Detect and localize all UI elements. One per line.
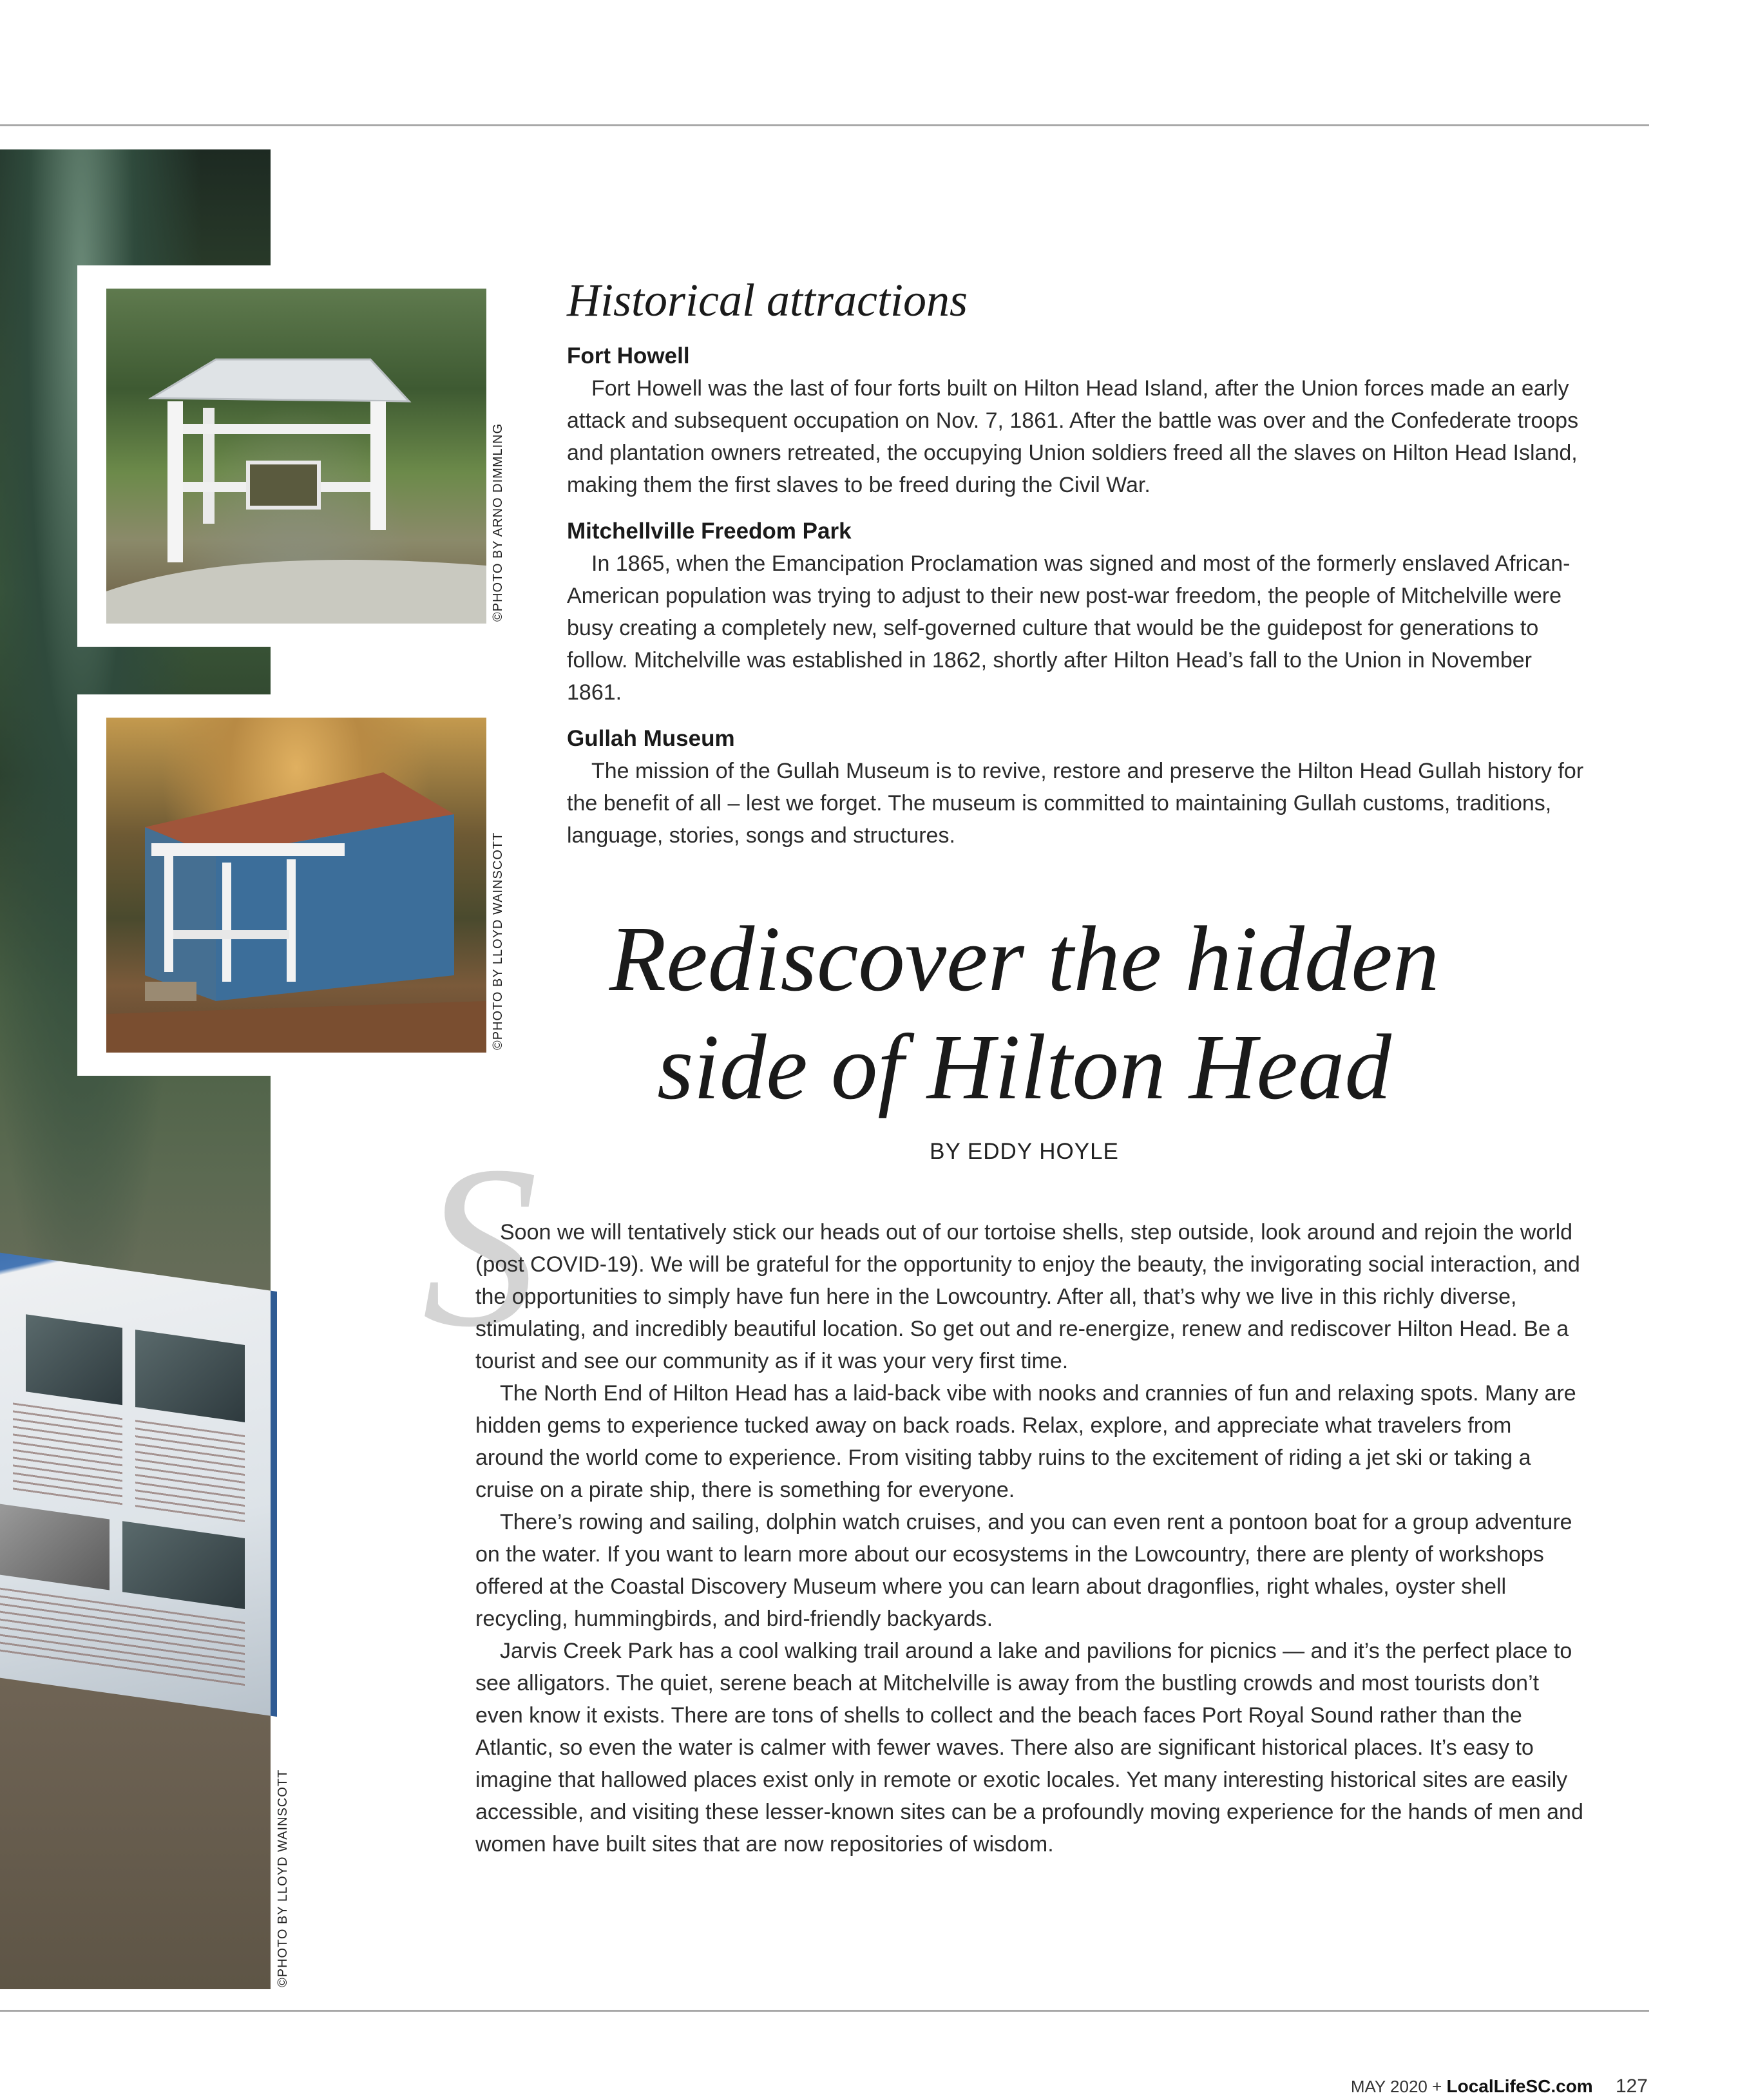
interpretive-sign-image: [0, 1249, 277, 1717]
byline: BY EDDY HOYLE: [930, 1139, 1119, 1164]
pavilion-illustration: [106, 289, 486, 624]
cabin-illustration: [106, 718, 486, 1053]
attraction-title: Fort Howell: [567, 343, 690, 368]
inset-photo-frame-2: [77, 694, 496, 1076]
body-paragraph: Soon we will tentatively stick our heads out of our tortoise shells, step outside, look around and rejoin the world (post COVID-19). We will be grateful for the opportunity to enjoy the beauty, the invigorating social interaction, and the opportunities to simply have fun here in the Lowcountry. After all, that’s why we live in this richly diverse, stimulating, and incredibly beautiful location. So get out and re-energize, renew and rediscover Hilton Head. Be a tourist and see our community as if it was your very first time.: [475, 1220, 1580, 1373]
inset-photo-frame-1: [77, 265, 496, 647]
footer-date: MAY 2020: [1350, 2077, 1428, 2096]
bottom-rule: [0, 2010, 1649, 2012]
page-footer: [1351, 2076, 1648, 2097]
body-paragraph: Jarvis Creek Park has a cool walking trail around a lake and pavilions for picnics — and it’s the perfect place to see alligators. The quiet, serene beach at Mitchelville is away from the bustling crowds and most tourists don’t even know it exists. There are tons of shells to collect and the beach faces Port Royal Sound rather than the Atlantic, so even the water is calmer with fewer waves. There also are significant historical places. It’s easy to imagine that hallowed places exist only in remote or exotic locales. Yet many interesting historical sites are easily accessible, and visiting these lesser-known sites can be a profoundly moving experience for the hands of men and women have built sites that are now repositories of wisdom.: [475, 1639, 1583, 1857]
attraction-item: [567, 340, 1585, 501]
fort-howell-pavilion-photo: [106, 289, 486, 624]
top-rule: [0, 124, 1649, 126]
article-body: [475, 1216, 1585, 1860]
attraction-title: Gullah Museum: [567, 726, 735, 751]
sign-text-block: [13, 1402, 122, 1508]
headline-line-2: side of Hilton Head: [657, 1016, 1391, 1119]
section-heading: Historical attractions: [567, 274, 968, 326]
photo-credit-strip: ©PHOTO BY LLOYD WAINSCOTT: [276, 1769, 290, 1987]
photo-credit-1: ©PHOTO BY ARNO DIMMLING: [491, 423, 505, 622]
article-headline: [567, 905, 1482, 1122]
sign-text-block: [135, 1420, 245, 1525]
sign-photo-egret: [26, 1314, 122, 1405]
attraction-body: In 1865, when the Emancipation Proclamation was signed and most of the formerly enslaved African-American population was trying to adjust to their new post-war freedom, the people of Mitchelville were busy creating a completely new, self-governed culture that would be the guidepost for generations to follow. Mitchelville was established in 1862, shortly after Hilton Head’s fall to the Union in November 1861.: [567, 551, 1571, 705]
photo-credit-2: ©PHOTO BY LLOYD WAINSCOTT: [491, 832, 505, 1050]
body-paragraph: There’s rowing and sailing, dolphin watch cruises, and you can even rent a pontoon boat for a group adventure on the water. If you want to learn more about our ecosystems in the Lowcountry, there are plenty of workshops offered at the Coastal Discovery Museum where you can learn about dragonflies, right whales, oyster shell recycling, hummingbirds, and bird-friendly backyards.: [475, 1510, 1572, 1631]
sign-photo-otter: [122, 1521, 245, 1609]
sign-photo-mink: [135, 1330, 245, 1422]
attraction-title: Mitchellville Freedom Park: [567, 519, 852, 544]
attractions-list: [567, 340, 1585, 866]
attraction-body: Fort Howell was the last of four forts built on Hilton Head Island, after the Union forces made an early attack and subsequent occupation on Nov. 7, 1861. After the battle was over and the Confederate troops and plantation owners retreated, the occupying Union soldiers freed all the slaves on Hilton Head Island, making them the first slaves to be freed during the Civil War.: [567, 376, 1579, 497]
sign-photo-oyster: [0, 1504, 110, 1590]
attraction-body: The mission of the Gullah Museum is to revive, restore and preserve the Hilton Head Gullah history for the benefit of all – lest we forget. The museum is committed to maintaining Gullah customs, traditions, language, stories, songs and structures.: [567, 759, 1584, 848]
attraction-item: [567, 723, 1585, 852]
drop-cap: S: [422, 1118, 538, 1375]
footer-separator: +: [1432, 2077, 1442, 2096]
page-number: 127: [1615, 2076, 1648, 2097]
gullah-cabin-photo: [106, 718, 486, 1053]
body-paragraph: The North End of Hilton Head has a laid-back vibe with nooks and crannies of fun and relaxing spots. Many are hidden gems to experience tucked away on back roads. Relax, explore, and appreciate what travelers from around the world come to experience. From visiting tabby ruins to the excitement of riding a jet ski or taking a cruise on a pirate ship, there is something for everyone.: [475, 1381, 1576, 1502]
footer-site: LocalLifeSC.com: [1446, 2076, 1593, 2096]
headline-line-1: Rediscover the hidden: [609, 908, 1440, 1011]
attraction-item: [567, 515, 1585, 709]
